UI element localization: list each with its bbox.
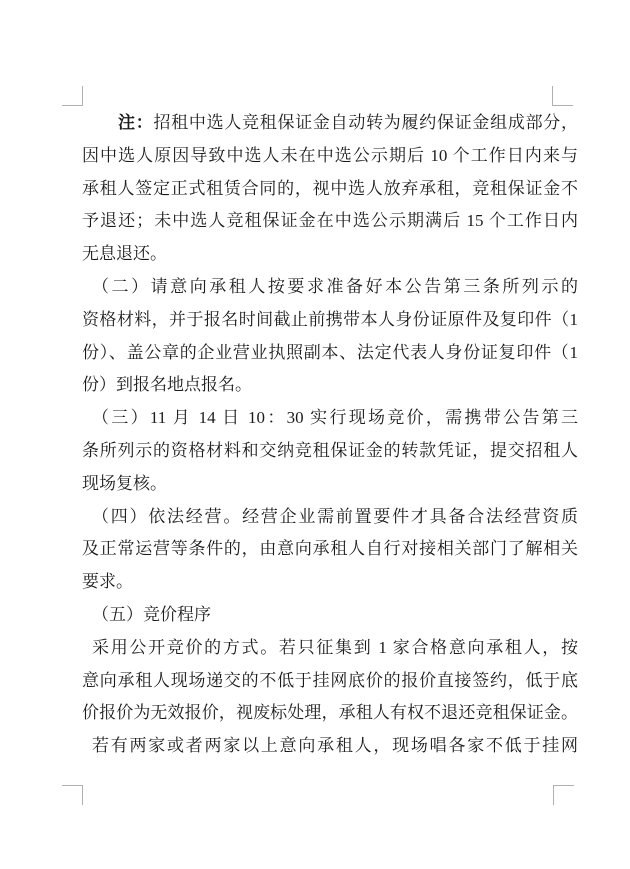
text-line: 现场复核。	[82, 473, 167, 493]
text-line: 采用公开竞价的方式。若只征集到 1 家合格意向承租人，按	[92, 637, 578, 657]
text-line: （三）11 月 14 日 10：30 实行现场竞价，需携带公告第三	[92, 408, 578, 428]
note-bold-prefix: 注：	[118, 113, 154, 132]
text-line: 承租人签定正式租赁合同的，视中选人放弃承租，竞租保证金不	[82, 178, 578, 198]
paragraph	[82, 501, 578, 599]
paragraph	[82, 730, 578, 763]
text-line: （二）请意向承租人按要求准备好本公告第三条所列示的	[92, 276, 578, 296]
paragraph	[82, 107, 578, 271]
text-line: （五）竞价程序	[92, 604, 211, 624]
text-boundary-mark-top-right	[552, 86, 573, 106]
text-line: 予退还；未中选人竞租保证金在中选公示期满后 15 个工作日内	[82, 211, 578, 231]
text-line: 价报价为无效报价，视废标处理，承租人有权不退还竞租保证金。	[82, 703, 578, 723]
text-boundary-mark-top-left	[62, 86, 83, 106]
text-line: 份）、盖公章的企业营业执照副本、法定代表人身份证复印件（1	[82, 342, 578, 362]
text-line: 因中选人原因导致中选人未在中选公示期后 10 个工作日内来与	[82, 145, 578, 165]
text-line: 注：招租中选人竞租保证金自动转为履约保证金组成部分，	[118, 113, 578, 132]
text-line: 资格材料，并于报名时间截止前携带本人身份证原件及复印件（1	[82, 309, 578, 329]
paragraph	[82, 599, 578, 632]
paragraph	[82, 632, 578, 730]
document-body	[82, 107, 578, 763]
text-line: （四）依法经营。经营企业需前置要件才具备合法经营资质	[92, 506, 578, 526]
paragraph	[82, 402, 578, 500]
text-boundary-mark-bottom-right	[553, 785, 574, 805]
text-line: 无息退还。	[82, 244, 167, 264]
text-line: 意向承租人现场递交的不低于挂网底价的报价直接签约，低于底	[82, 670, 578, 690]
text-line: 若有两家或者两家以上意向承租人，现场唱各家不低于挂网	[92, 736, 578, 756]
paragraph	[82, 271, 578, 402]
text-boundary-mark-bottom-left	[62, 785, 83, 805]
text-line: 份）到报名地点报名。	[82, 375, 252, 395]
text-line: 要求。	[82, 572, 133, 592]
text-line: 及正常运营等条件的，由意向承租人自行对接相关部门了解相关	[82, 539, 578, 559]
text-line: 条所列示的资格材料和交纳竞租保证金的转款凭证，提交招租人	[82, 440, 578, 460]
